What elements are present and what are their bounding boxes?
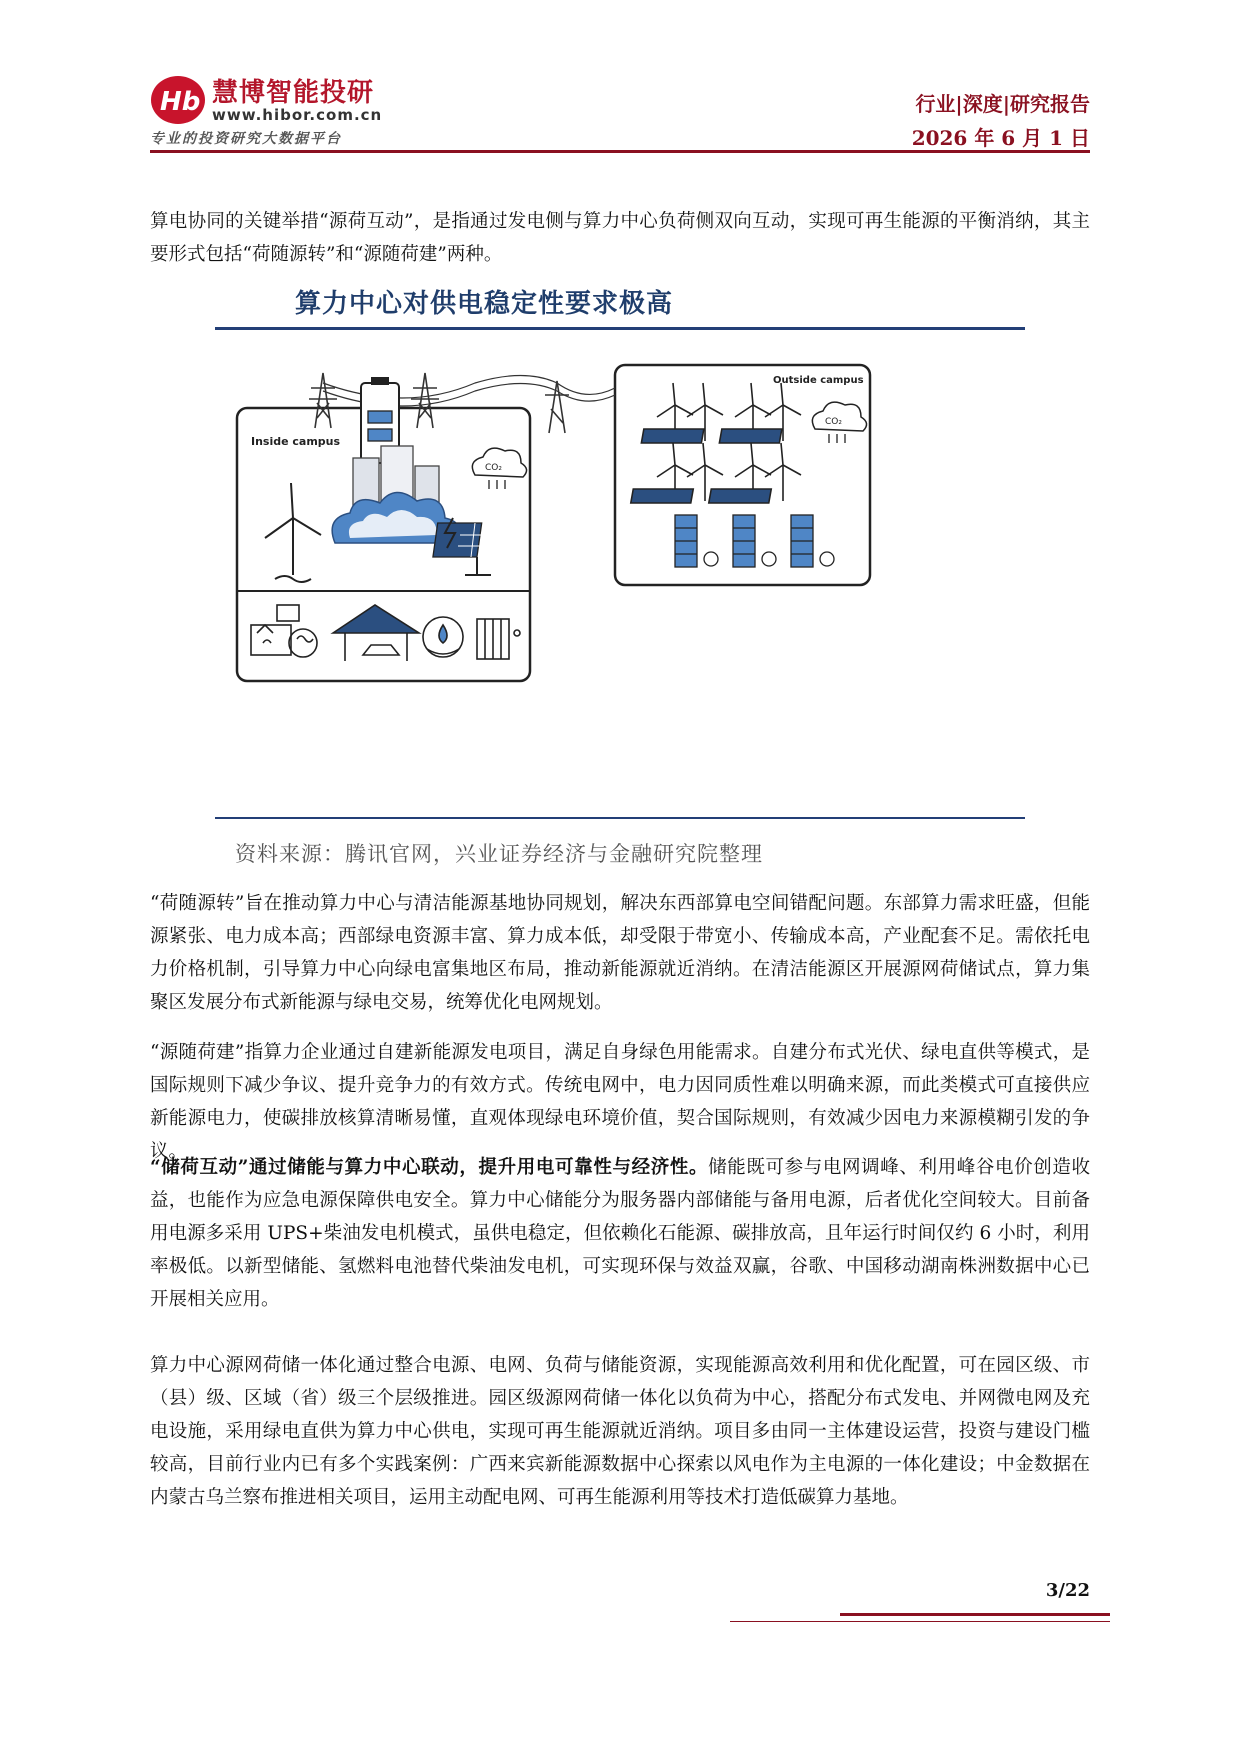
paragraph-storage-load-lead: “储荷互动”通过储能与算力中心联动，提升用电可靠性与经济性。 — [150, 1157, 709, 1178]
footer-rule-thick — [840, 1613, 1110, 1616]
paragraph-source-load-interaction: 算电协同的关键举措“源荷互动”，是指通过发电侧与算力中心负荷侧双向互动，实现可再生能源的平衡消纳，其主要形式包括“荷随源转”和“源随荷建”两种。 — [150, 211, 1090, 265]
report-type: 行业|深度|研究报告 — [915, 92, 1090, 116]
logo-slogan: 专业的投资研究大数据平台 — [150, 131, 342, 147]
water-cooling-icon — [423, 617, 463, 657]
wind-turbine-icon — [265, 483, 321, 582]
campus-energy-diagram — [205, 343, 1035, 813]
wind-solar-farm-middle — [631, 443, 801, 503]
figure-source: 资料来源：腾讯官网，兴业证券经济与金融研究院整理 — [235, 842, 763, 866]
paragraph-load-follows-source: “荷随源转”旨在推动算力中心与清洁能源基地协同规划，解决东西部算电空间错配问题。东部算力需求旺盛，但能源紧张、电力成本高；西部绿电资源丰富、算力成本低，却受限于带宽小、传输成本高，产业配套不足。需依托电力价格机制，引导算力中心向绿电富集地区布局，推动新能源就近消纳。在清洁能源区开展源网荷储试点，算力集聚区发展分布式新能源与绿电交易，统筹优化电网规划。 — [150, 893, 1090, 1013]
footer-rule-thin — [730, 1621, 1110, 1622]
svg-text:CO₂: CO₂ — [485, 463, 502, 473]
wind-solar-farm-top — [641, 383, 801, 443]
heat-recovery-icon — [251, 605, 317, 657]
hibor-logo-icon — [150, 74, 206, 126]
figure-top-rule — [215, 327, 1025, 330]
solar-carport-icon — [333, 605, 419, 661]
header-divider — [150, 150, 1090, 153]
outside-campus-label: Outside campus — [773, 375, 864, 386]
figure-bottom-rule — [215, 817, 1025, 819]
transmission-tower-icon — [309, 373, 337, 428]
page-number: 3/22 — [1045, 1580, 1090, 1601]
report-date: 2026 年 6 月 1 日 — [911, 126, 1090, 150]
svg-text:Hb: Hb — [160, 87, 201, 117]
page-header — [150, 70, 1090, 160]
radiator-icon — [477, 619, 520, 659]
co2-cloud-icon — [812, 402, 866, 443]
figure-power-stability — [205, 283, 1035, 883]
svg-text:CO₂: CO₂ — [825, 417, 842, 427]
logo-url: www.hibor.com.cn — [212, 106, 383, 124]
paragraph-storage-load — [150, 1151, 1090, 1316]
figure-title: 算力中心对供电稳定性要求极高 — [295, 289, 674, 319]
battery-storage-icon — [675, 515, 834, 567]
paragraph-integrated-grid: 算力中心源网荷储一体化通过整合电源、电网、负荷与储能资源，实现能源高效利用和优化配置，可在园区级、市（县）级、区域（省）级三个层级推进。园区级源网荷储一体化以负荷为中心，搭配分布式发电、并网微电网及充电设施，采用绿电直供为算力中心供电，实现可再生能源就近消纳。项目多由同一主体建设运营，投资与建设门槛较高，目前行业内已有多个实践案例：广西来宾新能源数据中心探索以风电作为主电源的一体化建设；中金数据在内蒙古乌兰察布推进相关项目，运用主动配电网、可再生能源利用等技术打造低碳算力基地。 — [150, 1355, 1090, 1508]
paragraph-storage-load-body: 储能既可参与电网调峰、利用峰谷电价创造收益，也能作为应急电源保障供电安全。算力中心储能分为服务器内部储能与备用电源，后者优化空间较大。目前备用电源多采用 UPS+柴油发电机模式，虽供电稳定，但依赖化石能源、碳排放高，且年运行时间仅约 6 小时，利用率极低。以新型储能、氢燃料电池替代柴油发电机，可实现环保与效益双赢，谷歌、中国移动湖南株洲数据中心已开展相关应用。 — [150, 1157, 1090, 1310]
solar-panel-icon — [433, 518, 503, 575]
paragraph-source-follows-load: “源随荷建”指算力企业通过自建新能源发电项目，满足自身绿色用能需求。自建分布式光伏、绿电直供等模式，是国际规则下减少争议、提升竞争力的有效方式。传统电网中，电力因同质性难以明确来源，而此类模式可直接供应新能源电力，使碳排放核算清晰易懂，直观体现绿电环境价值，契合国际规则，有效减少因电力来源模糊引发的争议。 — [150, 1042, 1090, 1162]
inside-campus-label: Inside campus — [251, 435, 341, 448]
transmission-tower-icon — [411, 373, 439, 428]
co2-cloud-icon — [472, 448, 526, 489]
logo-name: 慧博智能投研 — [212, 78, 375, 108]
